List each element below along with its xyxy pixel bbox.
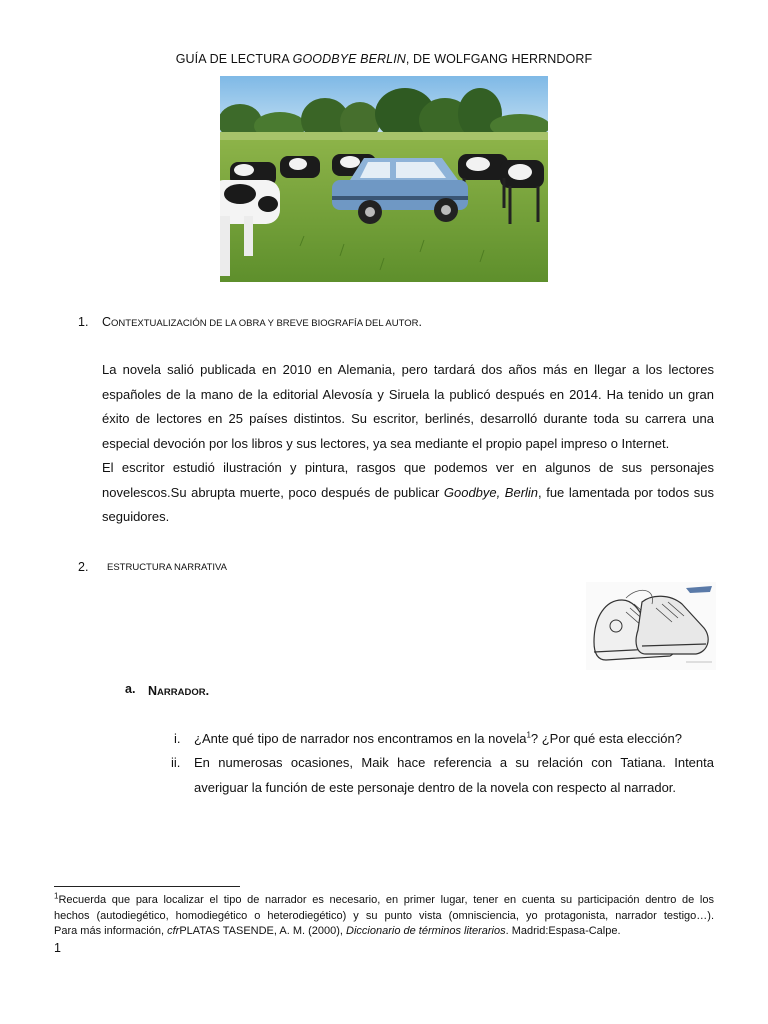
sneaker-sketch-icon — [586, 582, 716, 670]
section-1-title-cap: C — [102, 315, 112, 329]
footnote — [54, 893, 714, 940]
list-item-line: En numerosas ocasiones, Maik hace referencia a su relación con Tatiana. Intenta — [194, 755, 714, 770]
subsection-title-rest: ARRADOR — [157, 687, 206, 698]
list-item-number: i. — [174, 731, 181, 746]
section-2-title: ESTRUCTURA NARRATIVA — [107, 562, 227, 573]
footnote-book-title: Diccionario de términos literarios — [346, 925, 506, 937]
line-text: novelescos.Su abrupta muerte, poco después de publicar — [102, 484, 444, 500]
list-item-line: averiguar la función de este personaje dentro de la novela con respecto al narrador. — [194, 779, 677, 795]
footnote-text: PLATAS TASENDE, A. M. (2000), — [179, 925, 347, 937]
footnote-line — [54, 924, 714, 940]
section-1-number: 1. — [78, 315, 89, 329]
page-number: 1 — [54, 941, 61, 955]
farm-photo — [220, 76, 548, 282]
footnote-separator — [54, 886, 240, 887]
footnote-line — [54, 893, 714, 909]
document-title — [0, 52, 768, 66]
title-book-name: GOODBYE BERLIN — [292, 52, 406, 66]
book-title-italic: Goodbye, Berlin — [443, 484, 539, 500]
section-1-title — [102, 315, 422, 329]
footnote-line: hechos (autodiegético, homodiegético o heterodiegético) y su punto vista (omnisciencia, yo protagonista, narrador testigo…). — [54, 909, 714, 922]
section-2-number: 2. — [78, 560, 89, 574]
list-item-text — [194, 727, 714, 752]
footnote-reference[interactable]: 1 — [526, 730, 531, 740]
footnote-text: Para más información, — [54, 925, 168, 937]
list-item-text — [194, 751, 714, 800]
footnote-cfr: cfr — [167, 925, 180, 937]
subsection-a-title — [148, 682, 209, 700]
subsection-a-letter: a. — [125, 682, 136, 696]
paragraph-line — [102, 481, 714, 506]
title-prefix: GUÍA DE LECTURA — [175, 52, 293, 66]
paragraph-line: especial devoción por los libros y sus lectores, ya sea mediante el propio papel impreso o Internet. — [102, 435, 670, 451]
question-text: ¿Ante qué tipo de narrador nos encontramos en la novela — [194, 731, 527, 746]
paragraph-line: seguidores. — [102, 509, 170, 524]
paragraph-line: La novela salió publicada en 2010 en Alemania, pero tardará dos años más en llegar a los lectores — [102, 362, 714, 377]
footnote-number: 1 — [54, 891, 59, 901]
subsection-title-end: . — [205, 684, 210, 698]
section-1-title-end: . — [418, 315, 422, 329]
question-text: ? ¿Por qué esta elección? — [530, 731, 682, 746]
footnote-text: . Madrid:Espasa-Calpe. — [505, 925, 621, 937]
paragraph-line: El escritor estudió ilustración y pintura, rasgos que podemos ver en algunos de sus personajes — [102, 460, 714, 475]
list-item-number: ii. — [171, 755, 181, 770]
paragraph-line: éxito de lectores en 25 países distintos. Su escritor, berlinés, desarrolló durante toda su carrera una — [102, 411, 714, 426]
title-suffix: , DE WOLFGANG HERRNDORF — [405, 52, 593, 66]
section-1-paragraph — [102, 358, 714, 530]
section-1-title-rest: ONTEXTUALIZACIÓN DE LA OBRA Y BREVE BIOGRAFÍA DEL AUTOR — [111, 318, 419, 329]
line-text: , fue lamentada por todos sus — [538, 484, 714, 500]
paragraph-line: españoles de la mano de la editorial Alevosía y Siruela la publicó después en 2014. Ha tenido un gran — [102, 386, 714, 402]
subsection-title-cap: N — [148, 684, 158, 698]
footnote-text: Recuerda que para localizar el tipo de narrador es necesario, en primer lugar, tener en cuenta su participación dentro de los — [58, 894, 714, 906]
